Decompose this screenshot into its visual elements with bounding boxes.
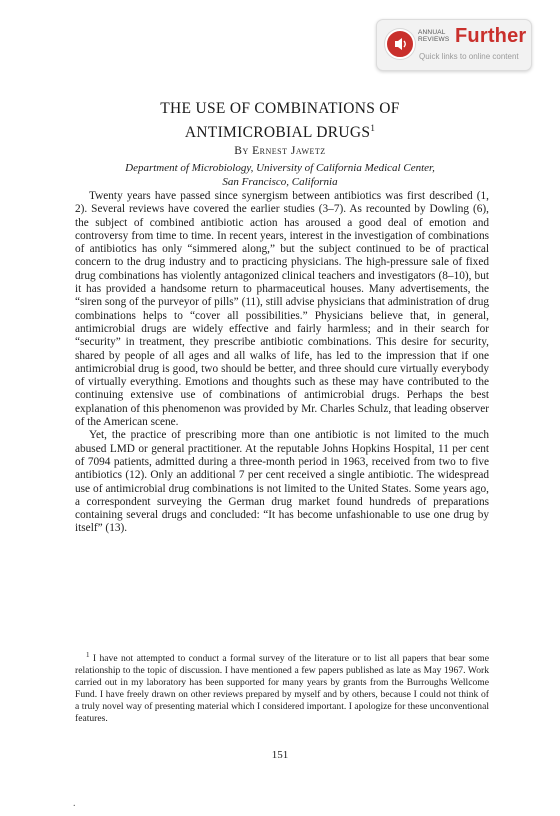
footnote-mark: 1: [86, 651, 90, 659]
article-title-text: ANTIMICROBIAL DRUGS: [184, 124, 371, 141]
footnote-paragraph: [75, 650, 489, 724]
article-title-line-2: [60, 119, 500, 142]
speaker-arrow-icon: [385, 29, 415, 59]
footnote-text: I have not attempted to conduct a formal survey of the literature or to list all papers that bear some relationship to the topic of discussion. I have mentioned a few papers published as late as May 1967. Work carried out in my laboratory has been supported for many years by grants from the Burroughs Wellcome Fund. I have freely drawn on other reviews prepared by myself and by others, because I could not think of a truly novel way of presenting material which I considered important. I apologize for these unconventional features.: [75, 653, 489, 724]
annual-reviews-further-badge[interactable]: [376, 19, 532, 71]
body-paragraph-1: Twenty years have passed since synergism between antibiotics was first described (1, 2). Several reviews have covered the earlier studies (3–7). As recounted by Dowling (6), the subject of combined antibiotic action has aroused a good deal of emotion and controversy from time to time. In recent years, interest in the investigation of combinations of antibiotics has only “simmered along,” but the subject continued to be of practical concern to the drug industry and to practicing physicians. The high-pressure sale of fixed drug combinations has violently antagonized clinical teachers and investigators (8–10), but it has provided a handsome return to pharmaceutical houses. Many advertisements, the “siren song of the purveyor of pills” (11), still advise physicians that administration of drug combinations helps to “cover all possibilities.” Physicians believe that, in general, antimicrobial drugs are widely effective and fairly harmless; and in their search for “security” in treatment, they prescribe antibiotic combinations. This desire for security, shared by people of all ages and all walks of life, has led to the impression that if one antimicrobial drug is good, two should be better, and three should cure virtually everybody of virtually everything. Emotions and thoughts such as these may have contributed to the continuing extensive use of combinations of antimicrobial drugs. Perhaps the best explanation of this phenomenon was provided by Mr. Charles Schulz, that leading observer of the American scene.: [75, 190, 489, 429]
further-subtitle: Quick links to online content: [419, 52, 519, 61]
annual-reviews-logo-text: [418, 29, 458, 43]
article-title-line-1: THE USE OF COMBINATIONS OF: [160, 100, 400, 117]
article-body: [75, 190, 489, 536]
annual-label: ANNUAL: [418, 29, 446, 36]
stray-mark: .: [73, 798, 76, 809]
footnote: [75, 650, 489, 724]
title-footnote-mark[interactable]: 1: [370, 123, 376, 133]
affiliation-line-1: Department of Microbiology, University of California Medical Center,: [125, 162, 435, 174]
affiliation-line-2: San Francisco, California: [222, 176, 338, 188]
author-byline: By Ernest Jawetz: [234, 145, 326, 157]
reviews-label: REVIEWS: [418, 36, 450, 43]
page-number: 151: [271, 749, 289, 761]
further-label: Further: [455, 25, 527, 47]
body-paragraph-2: Yet, the practice of prescribing more than one antibiotic is not limited to the much abused LMD or general practitioner. At the reputable Johns Hopkins Hospital, 11 per cent of 7094 patients, admitted during a three-month period in 1963, received from two to five antibiotics (12). Only an additional 7 per cent received a single antibiotic. The widespread use of antimicrobial drug combinations is not limited to the United States. Some years ago, a correspondent surveying the German drug market found hundreds of preparations containing several drugs and concluded: “It has become unfashionable to use one drug by itself” (13).: [75, 429, 489, 535]
